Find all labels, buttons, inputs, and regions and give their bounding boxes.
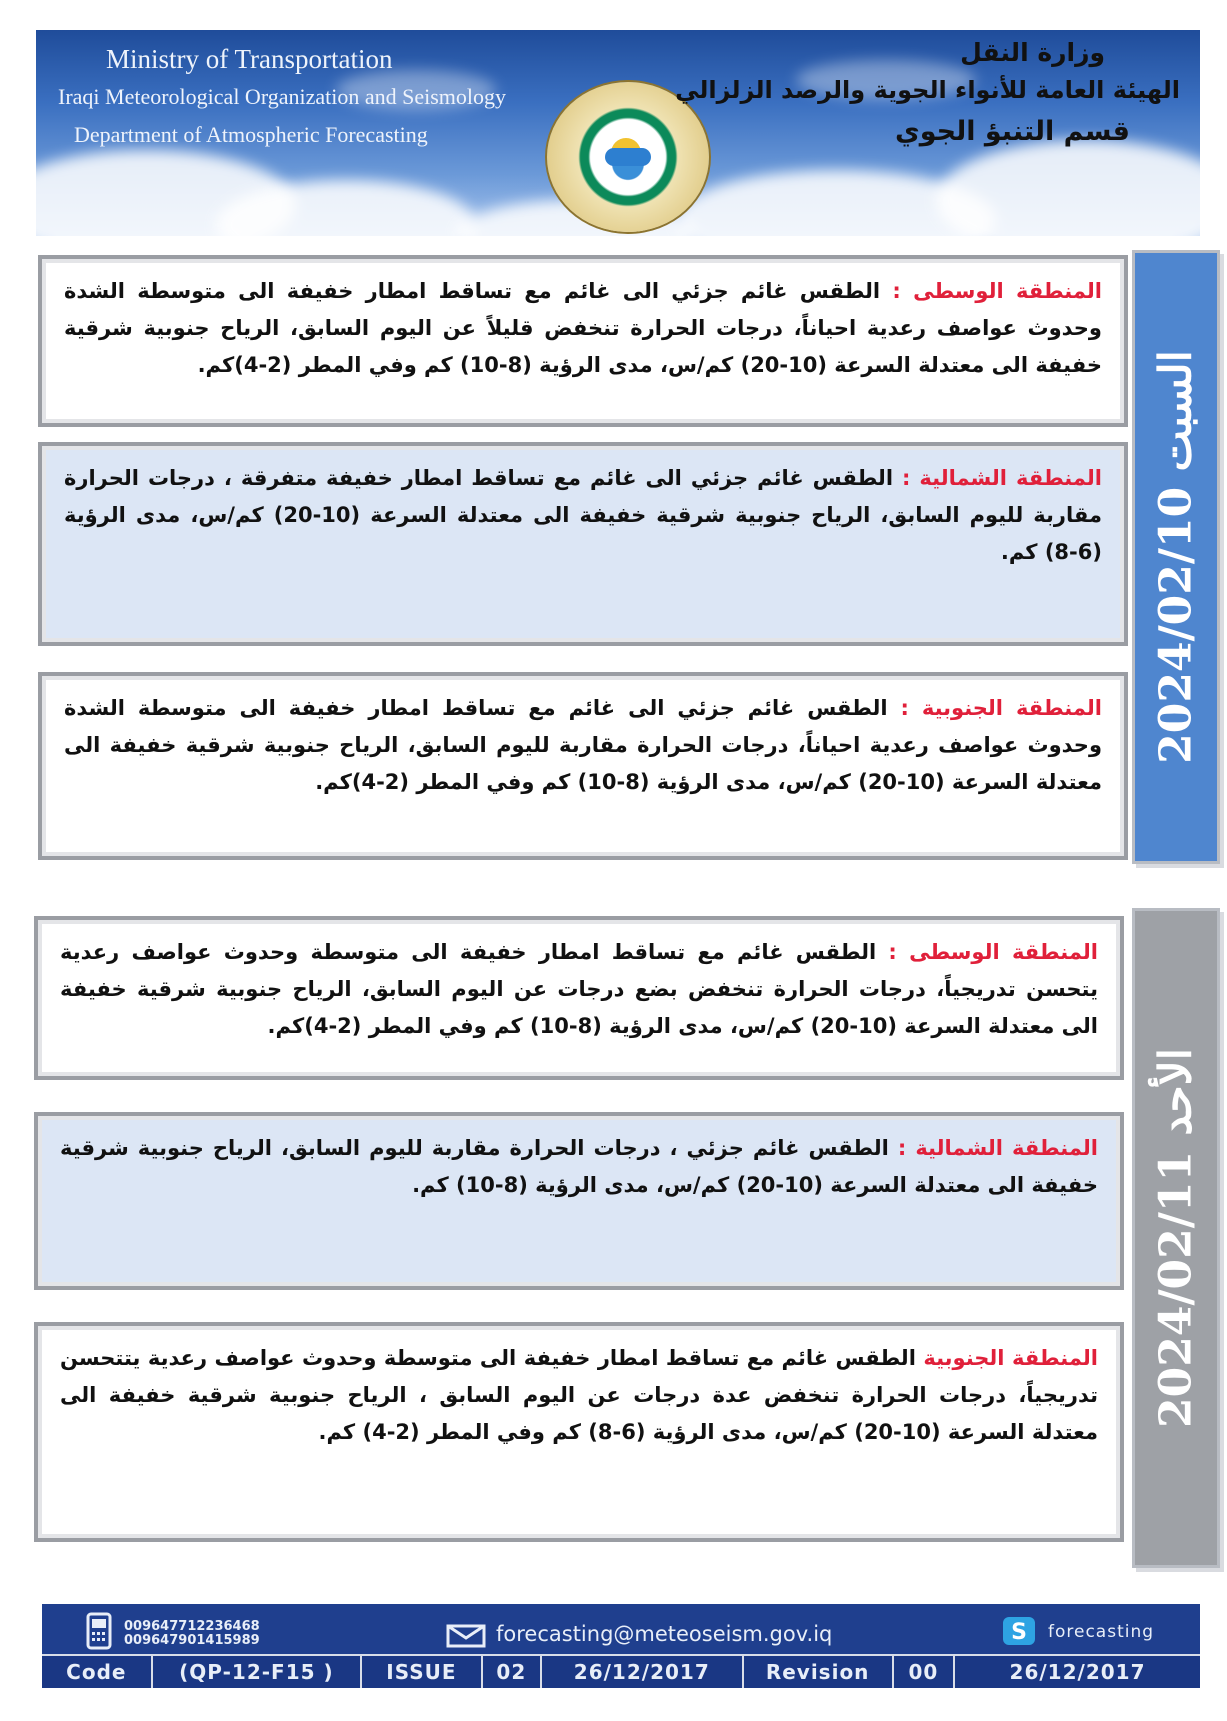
organization-name-ar: الهيئة العامة للأنواء الجوية والرصد الزلزالي bbox=[675, 76, 1180, 104]
mail-icon bbox=[446, 1624, 486, 1652]
day-label: الأحد 2024/02/11 bbox=[1150, 1048, 1202, 1428]
forecast-box-central-day2 bbox=[34, 916, 1124, 1080]
day-label: السبت 2024/02/10 bbox=[1150, 350, 1202, 764]
forecast-text: الطقس غائم جزئي الى غائم مع تساقط امطار خفيفة متفرقة ، درجات الحرارة مقاربة لليوم السابق، الرياح جنوبية شرقية خفيفة الى معتدلة السرعة (10-20) كم/س، مدى الرؤية (6-8) كم. bbox=[64, 466, 1102, 564]
issue-date: 26/12/2017 bbox=[542, 1656, 744, 1688]
forecast-box-south-day2 bbox=[34, 1322, 1124, 1542]
organization-seal-logo bbox=[547, 82, 709, 232]
ministry-name-en: Ministry of Transportation bbox=[106, 44, 393, 74]
forecast-box-south-day1 bbox=[38, 672, 1128, 860]
forecast-box-central-day1 bbox=[38, 255, 1128, 427]
forecast-text: الطقس غائم مع تساقط امطار خفيفة الى متوسطة وحدوث عواصف رعدية يتحسن تدريجياً، درجات الحرارة تنخفض بضع درجات عن اليوم السابق، الرياح جنوبية شرقية خفيفة الى معتدلة السرعة (10-20) كم/س، مدى الرؤية (8-10) كم وفي المطر (2-4)كم. bbox=[60, 940, 1098, 1038]
email-link[interactable]: forecasting@meteoseism.gov.iq bbox=[496, 1622, 833, 1646]
forecast-box-north-day1 bbox=[38, 442, 1128, 646]
phone-1[interactable]: 009647712236468 bbox=[124, 1619, 260, 1634]
department-name-en: Department of Atmospheric Forecasting bbox=[74, 122, 428, 147]
department-name-ar: قسم التنبؤ الجوي bbox=[894, 116, 1130, 147]
day-bar-sunday bbox=[1132, 908, 1220, 1568]
region-name: المنطقة الجنوبية bbox=[923, 1346, 1098, 1370]
svg-text:S: S bbox=[1011, 1620, 1027, 1645]
revision-date: 26/12/2017 bbox=[1009, 1660, 1146, 1684]
region-name: المنطقة الشمالية : bbox=[902, 466, 1103, 490]
region-name: المنطقة الوسطى : bbox=[892, 279, 1102, 303]
organization-name-en: Iraqi Meteorological Organization and Seismology bbox=[58, 84, 507, 109]
contact-footer bbox=[42, 1604, 1200, 1686]
forecast-text: الطقس غائم جزئي الى غائم مع تساقط امطار خفيفة الى متوسطة الشدة وحدوث عواصف رعدية احياناً، درجات الحرارة مقاربة لليوم السابق، الرياح جنوبية شرقية خفيفة الى معتدلة السرعة (10-20) كم/س، مدى الرؤية (8-10) كم وفي المطر (2-4)كم. bbox=[64, 696, 1102, 794]
issue-label: ISSUE bbox=[362, 1656, 483, 1688]
phone-2[interactable]: 009647901415989 bbox=[124, 1633, 260, 1648]
phone-icon bbox=[86, 1612, 112, 1654]
forecast-text: الطقس غائم جزئي ، درجات الحرارة مقاربة لليوم السابق، الرياح جنوبية شرقية خفيفة الى معتدلة السرعة (10-20) كم/س، مدى الرؤية (8-10) كم. bbox=[60, 1136, 1098, 1197]
region-name: المنطقة الوسطى : bbox=[888, 940, 1098, 964]
forecast-box-north-day2 bbox=[34, 1112, 1124, 1290]
skype-handle[interactable]: forecasting bbox=[1048, 1622, 1155, 1642]
region-name: المنطقة الشمالية : bbox=[897, 1136, 1099, 1160]
forecast-text: الطقس غائم جزئي الى غائم مع تساقط امطار خفيفة الى متوسطة الشدة وحدوث عواصف رعدية احياناً، درجات الحرارة تنخفض قليلاً عن اليوم السابق، الرياح جنوبية شرقية خفيفة الى معتدلة السرعة (10-20) كم/س، مدى الرؤية (8-10) كم وفي المطر (2-4)كم. bbox=[64, 279, 1102, 377]
code-value: (QP-12-F15 ) bbox=[153, 1656, 362, 1688]
forecast-text: الطقس غائم مع تساقط امطار خفيفة الى متوسطة وحدوث عواصف رعدية يتتحسن تدريجياً، درجات الحرارة تنخفض عدة درجات عن اليوم السابق ، الرياح جنوبية شرقية خفيفة الى معتدلة السرعة (10-20) كم/س، مدى الرؤية (6-8) كم وفي المطر (2-4) كم. bbox=[60, 1346, 1098, 1444]
skype-icon bbox=[1002, 1616, 1036, 1650]
revision-label: Revision bbox=[744, 1656, 894, 1688]
code-label: Code bbox=[42, 1656, 153, 1688]
region-name: المنطقة الجنوبية : bbox=[900, 696, 1102, 720]
revision-value: 00 bbox=[894, 1656, 955, 1688]
issue-value: 02 bbox=[483, 1656, 542, 1688]
ministry-name-ar: وزارة النقل bbox=[960, 38, 1105, 67]
day-bar-saturday bbox=[1132, 250, 1220, 864]
document-control-row bbox=[42, 1654, 1200, 1688]
header-banner bbox=[36, 30, 1200, 236]
